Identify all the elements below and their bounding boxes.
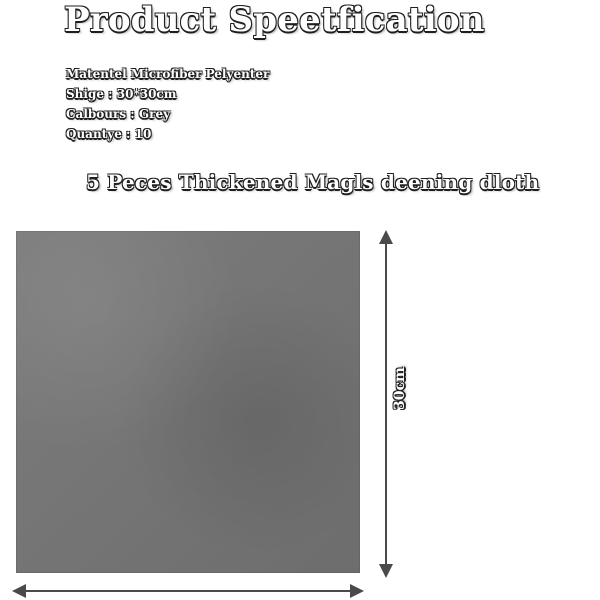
product-subtitle: 5 Peces Thickened Magls deening dloth [86,170,540,194]
dimension-label-vertical: 30cm [392,367,408,410]
page-title: Product Speetfication [64,0,485,40]
spec-material: Matentel Microfiber Pelyenter [66,67,270,81]
spec-quantity: Quantye : 10 [66,127,152,141]
cloth-photo [16,231,360,573]
spec-list [66,64,269,144]
spec-color: Calbours : Grey [66,107,171,121]
horizontal-dimension-arrow [10,582,366,600]
spec-size: Shige : 30*30cm [66,87,177,101]
